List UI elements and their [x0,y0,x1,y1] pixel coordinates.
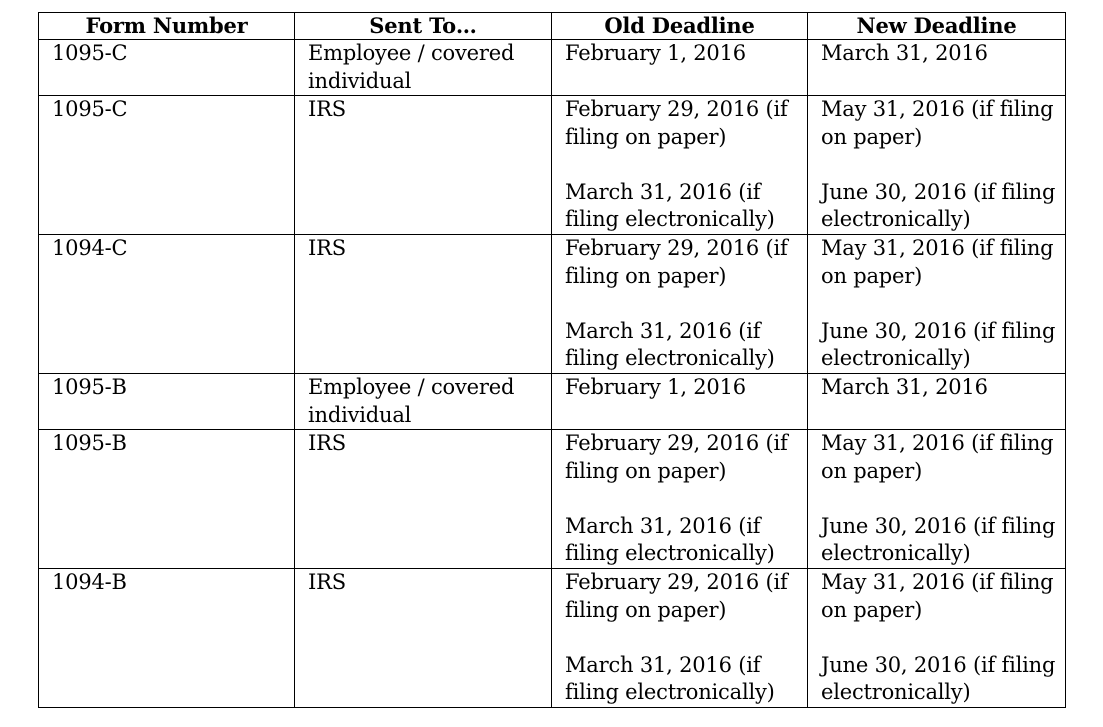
cell-text-line: IRS [308,570,346,594]
cell-text-line: on paper) [821,458,923,483]
cell-text-line: March 31, 2016 [821,375,988,399]
cell-text-line: 1095-B [52,431,127,455]
line-gap [565,290,807,318]
cell-text-line: March 31, 2016 (if [565,652,761,677]
cell-text-line: filing on paper) [565,458,727,483]
table-header-row [39,13,1066,40]
cell-text-line: February 29, 2016 (if [565,97,788,121]
cell-text-line: filing electronically) [565,680,775,704]
cell-text-line: February 1, 2016 [565,41,746,65]
cell-text-line: February 1, 2016 [565,375,746,399]
line-gap [821,290,1065,318]
header-old-deadline: Old Deadline [552,13,808,40]
cell-text-line: February 29, 2016 (if [565,431,788,455]
header-sent-to: Sent To… [295,13,552,40]
cell-text-line: filing electronically) [565,207,775,231]
cell-sent-to [295,569,552,708]
cell-form-number [39,430,295,569]
line-gap [821,485,1065,513]
cell-text-line: electronically) [821,346,971,370]
cell-text-line: February 29, 2016 (if [565,236,788,260]
cell-text-line: 1095-C [52,97,128,121]
cell-old-deadline [552,235,808,374]
cell-text-line: June 30, 2016 (if filing [821,513,1056,538]
cell-new-deadline [808,40,1066,96]
table-body [39,40,1066,708]
table-row [39,235,1066,374]
cell-sent-to [295,374,552,430]
cell-text-line: 1095-B [52,375,127,399]
cell-form-number [39,374,295,430]
cell-text-line: June 30, 2016 (if filing [821,652,1056,677]
cell-text-line: individual [308,68,412,93]
cell-sent-to [295,40,552,96]
cell-text-line: February 29, 2016 (if [565,570,788,594]
line-gap [821,624,1065,652]
line-gap [565,624,807,652]
cell-old-deadline [552,374,808,430]
line-gap [565,151,807,179]
cell-text-line: electronically) [821,680,971,704]
cell-old-deadline [552,40,808,96]
cell-new-deadline [808,235,1066,374]
cell-sent-to [295,430,552,569]
deadline-table [38,12,1066,708]
cell-new-deadline [808,569,1066,708]
table-row [39,96,1066,235]
cell-text-line: individual [308,402,412,427]
cell-text-line: filing on paper) [565,124,727,149]
cell-text-line: March 31, 2016 (if [565,318,761,343]
cell-text-line: Employee / covered [308,41,515,65]
cell-old-deadline [552,96,808,235]
header-form-number: Form Number [39,13,295,40]
cell-form-number [39,96,295,235]
cell-text-line: March 31, 2016 (if [565,513,761,538]
cell-sent-to [295,96,552,235]
table-row [39,40,1066,96]
header-new-deadline: New Deadline [808,13,1066,40]
cell-text-line: May 31, 2016 (if filing [821,570,1054,594]
cell-text-line: filing on paper) [565,597,727,622]
cell-new-deadline [808,374,1066,430]
cell-new-deadline [808,430,1066,569]
cell-text-line: May 31, 2016 (if filing [821,431,1054,455]
cell-text-line: May 31, 2016 (if filing [821,97,1054,121]
cell-old-deadline [552,569,808,708]
table-row [39,430,1066,569]
cell-text-line: electronically) [821,207,971,231]
cell-sent-to [295,235,552,374]
cell-text-line: March 31, 2016 [821,41,988,65]
line-gap [821,151,1065,179]
cell-new-deadline [808,96,1066,235]
cell-form-number [39,569,295,708]
cell-form-number [39,235,295,374]
cell-text-line: electronically) [821,541,971,565]
cell-text-line: filing electronically) [565,346,775,370]
cell-text-line: filing electronically) [565,541,775,565]
cell-text-line: on paper) [821,263,923,288]
cell-form-number [39,40,295,96]
cell-text-line: IRS [308,431,346,455]
cell-text-line: on paper) [821,597,923,622]
cell-text-line: IRS [308,236,346,260]
cell-text-line: March 31, 2016 (if [565,179,761,204]
cell-text-line: June 30, 2016 (if filing [821,179,1056,204]
line-gap [565,485,807,513]
cell-text-line: 1094-C [52,236,128,260]
table-row [39,569,1066,708]
cell-text-line: IRS [308,97,346,121]
cell-text-line: 1095-C [52,41,128,65]
cell-text-line: May 31, 2016 (if filing [821,236,1054,260]
cell-old-deadline [552,430,808,569]
cell-text-line: 1094-B [52,570,127,594]
cell-text-line: June 30, 2016 (if filing [821,318,1056,343]
cell-text-line: Employee / covered [308,375,515,399]
cell-text-line: on paper) [821,124,923,149]
cell-text-line: filing on paper) [565,263,727,288]
table-row [39,374,1066,430]
